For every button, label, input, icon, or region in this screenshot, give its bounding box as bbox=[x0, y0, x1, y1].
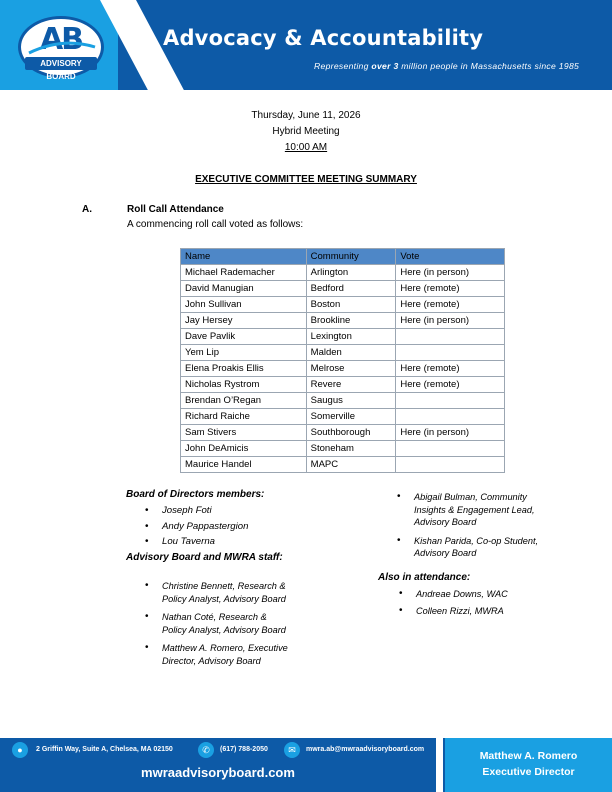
cell-community: Lexington bbox=[306, 329, 396, 345]
list-item: • Andreae Downs, WAC bbox=[416, 588, 556, 601]
table-row bbox=[181, 329, 505, 345]
table-row bbox=[181, 313, 505, 329]
tagline-post: million people in Massachusetts since 1985 bbox=[398, 61, 580, 71]
cell-community: Boston bbox=[306, 297, 396, 313]
cell-name: Jay Hersey bbox=[181, 313, 307, 329]
list-item: • Colleen Rizzi, MWRA bbox=[416, 605, 556, 618]
cell-name: John DeAmicis bbox=[181, 441, 307, 457]
roll-call-table bbox=[180, 248, 505, 473]
staff-list-left bbox=[162, 580, 292, 673]
cell-name: Richard Raiche bbox=[181, 409, 307, 425]
table-header-row bbox=[181, 249, 505, 265]
cell-community: Southborough bbox=[306, 425, 396, 441]
cell-community: Bedford bbox=[306, 281, 396, 297]
cell-community: Somerville bbox=[306, 409, 396, 425]
table-row bbox=[181, 441, 505, 457]
meeting-date: Thursday, June 11, 2026 bbox=[251, 110, 361, 121]
email-icon: ✉ bbox=[284, 742, 300, 758]
list-item: • Andy Pappastergion bbox=[162, 521, 248, 534]
list-item: • Abigail Bulman, Community Insights & Engagement Lead, Advisory Board bbox=[414, 491, 549, 529]
board-members-list bbox=[162, 505, 248, 552]
footer-signer-panel bbox=[445, 738, 612, 792]
list-item: • Matthew A. Romero, Executive Director, Advisory Board bbox=[162, 642, 292, 667]
cell-community: Malden bbox=[306, 345, 396, 361]
page-footer bbox=[0, 738, 612, 792]
also-attendance-list bbox=[416, 588, 556, 621]
cell-community: Arlington bbox=[306, 265, 396, 281]
cell-vote: Here (remote) bbox=[396, 361, 505, 377]
table-row bbox=[181, 297, 505, 313]
table-row bbox=[181, 377, 505, 393]
cell-name: Yem Lip bbox=[181, 345, 307, 361]
section-intro: A commencing roll call voted as follows: bbox=[127, 219, 304, 230]
table-row bbox=[181, 345, 505, 361]
cell-name: Elena Proakis Ellis bbox=[181, 361, 307, 377]
cell-vote bbox=[396, 441, 505, 457]
page-header bbox=[0, 0, 612, 90]
cell-vote bbox=[396, 393, 505, 409]
cell-vote: Here (in person) bbox=[396, 265, 505, 281]
table-row bbox=[181, 425, 505, 441]
column-header-community: Community bbox=[306, 249, 396, 265]
meeting-time: 10:00 AM bbox=[284, 142, 328, 153]
location-pin-icon: ● bbox=[12, 742, 28, 758]
document-title: EXECUTIVE COMMITTEE MEETING SUMMARY bbox=[195, 174, 417, 185]
also-attendance-heading: Also in attendance: bbox=[378, 572, 471, 583]
cell-community: MAPC bbox=[306, 457, 396, 473]
table-row bbox=[181, 409, 505, 425]
table-row bbox=[181, 265, 505, 281]
footer-signer-name: Matthew A. Romero bbox=[479, 750, 578, 762]
board-members-heading: Board of Directors members: bbox=[126, 489, 265, 500]
cell-name: John Sullivan bbox=[181, 297, 307, 313]
table-row bbox=[181, 457, 505, 473]
phone-icon: ✆ bbox=[198, 742, 214, 758]
table-row bbox=[181, 361, 505, 377]
footer-email[interactable]: mwra.ab@mwraadvisoryboard.com bbox=[306, 746, 425, 753]
cell-vote: Here (in person) bbox=[396, 425, 505, 441]
logo-letters: AB bbox=[39, 22, 83, 57]
cell-name: David Manugian bbox=[181, 281, 307, 297]
cell-vote: Here (remote) bbox=[396, 377, 505, 393]
cell-vote: Here (remote) bbox=[396, 297, 505, 313]
list-item: • Kishan Parida, Co-op Student, Advisory Board bbox=[414, 535, 549, 560]
section-letter: A. bbox=[82, 204, 92, 215]
meeting-type: Hybrid Meeting bbox=[272, 126, 340, 137]
tagline-pre: Representing bbox=[314, 61, 372, 71]
advisory-board-logo bbox=[18, 16, 104, 81]
cell-vote bbox=[396, 409, 505, 425]
cell-vote: Here (remote) bbox=[396, 281, 505, 297]
logo-swoosh-icon bbox=[27, 41, 97, 55]
section-title: Roll Call Attendance bbox=[127, 204, 224, 215]
tagline-bold: over 3 bbox=[371, 61, 399, 71]
footer-phone: (617) 788-2050 bbox=[220, 746, 268, 753]
cell-name: Maurice Handel bbox=[181, 457, 307, 473]
footer-address: 2 Griffin Way, Suite A, Chelsea, MA 02150 bbox=[36, 746, 173, 753]
list-item: • Joseph Foti bbox=[162, 505, 248, 518]
header-title: Advocacy & Accountability bbox=[163, 26, 484, 50]
cell-community: Saugus bbox=[306, 393, 396, 409]
staff-heading: Advisory Board and MWRA staff: bbox=[126, 552, 283, 563]
list-item: • Lou Taverna bbox=[162, 536, 248, 549]
cell-name: Sam Stivers bbox=[181, 425, 307, 441]
footer-signer-title: Executive Director bbox=[482, 766, 575, 778]
list-item: • Christine Bennett, Research & Policy Analyst, Advisory Board bbox=[162, 580, 292, 605]
header-tagline bbox=[314, 61, 579, 71]
cell-community: Melrose bbox=[306, 361, 396, 377]
cell-community: Brookline bbox=[306, 313, 396, 329]
cell-vote: Here (in person) bbox=[396, 313, 505, 329]
cell-vote bbox=[396, 329, 505, 345]
column-header-vote: Vote bbox=[396, 249, 505, 265]
logo-ribbon-text: ADVISORY BOARD bbox=[25, 57, 97, 70]
table-row bbox=[181, 281, 505, 297]
cell-community: Revere bbox=[306, 377, 396, 393]
column-header-name: Name bbox=[181, 249, 307, 265]
staff-list-right bbox=[414, 491, 549, 566]
cell-community: Stoneham bbox=[306, 441, 396, 457]
table-row bbox=[181, 393, 505, 409]
list-item: • Nathan Coté, Research & Policy Analyst, Advisory Board bbox=[162, 611, 292, 636]
cell-vote bbox=[396, 457, 505, 473]
footer-divider-stripe bbox=[436, 738, 443, 792]
cell-name: Michael Rademacher bbox=[181, 265, 307, 281]
cell-name: Nicholas Rystrom bbox=[181, 377, 307, 393]
cell-name: Dave Pavlik bbox=[181, 329, 307, 345]
cell-name: Brendan O’Regan bbox=[181, 393, 307, 409]
cell-vote bbox=[396, 345, 505, 361]
footer-website-link[interactable]: mwraadvisoryboard.com bbox=[141, 765, 295, 780]
